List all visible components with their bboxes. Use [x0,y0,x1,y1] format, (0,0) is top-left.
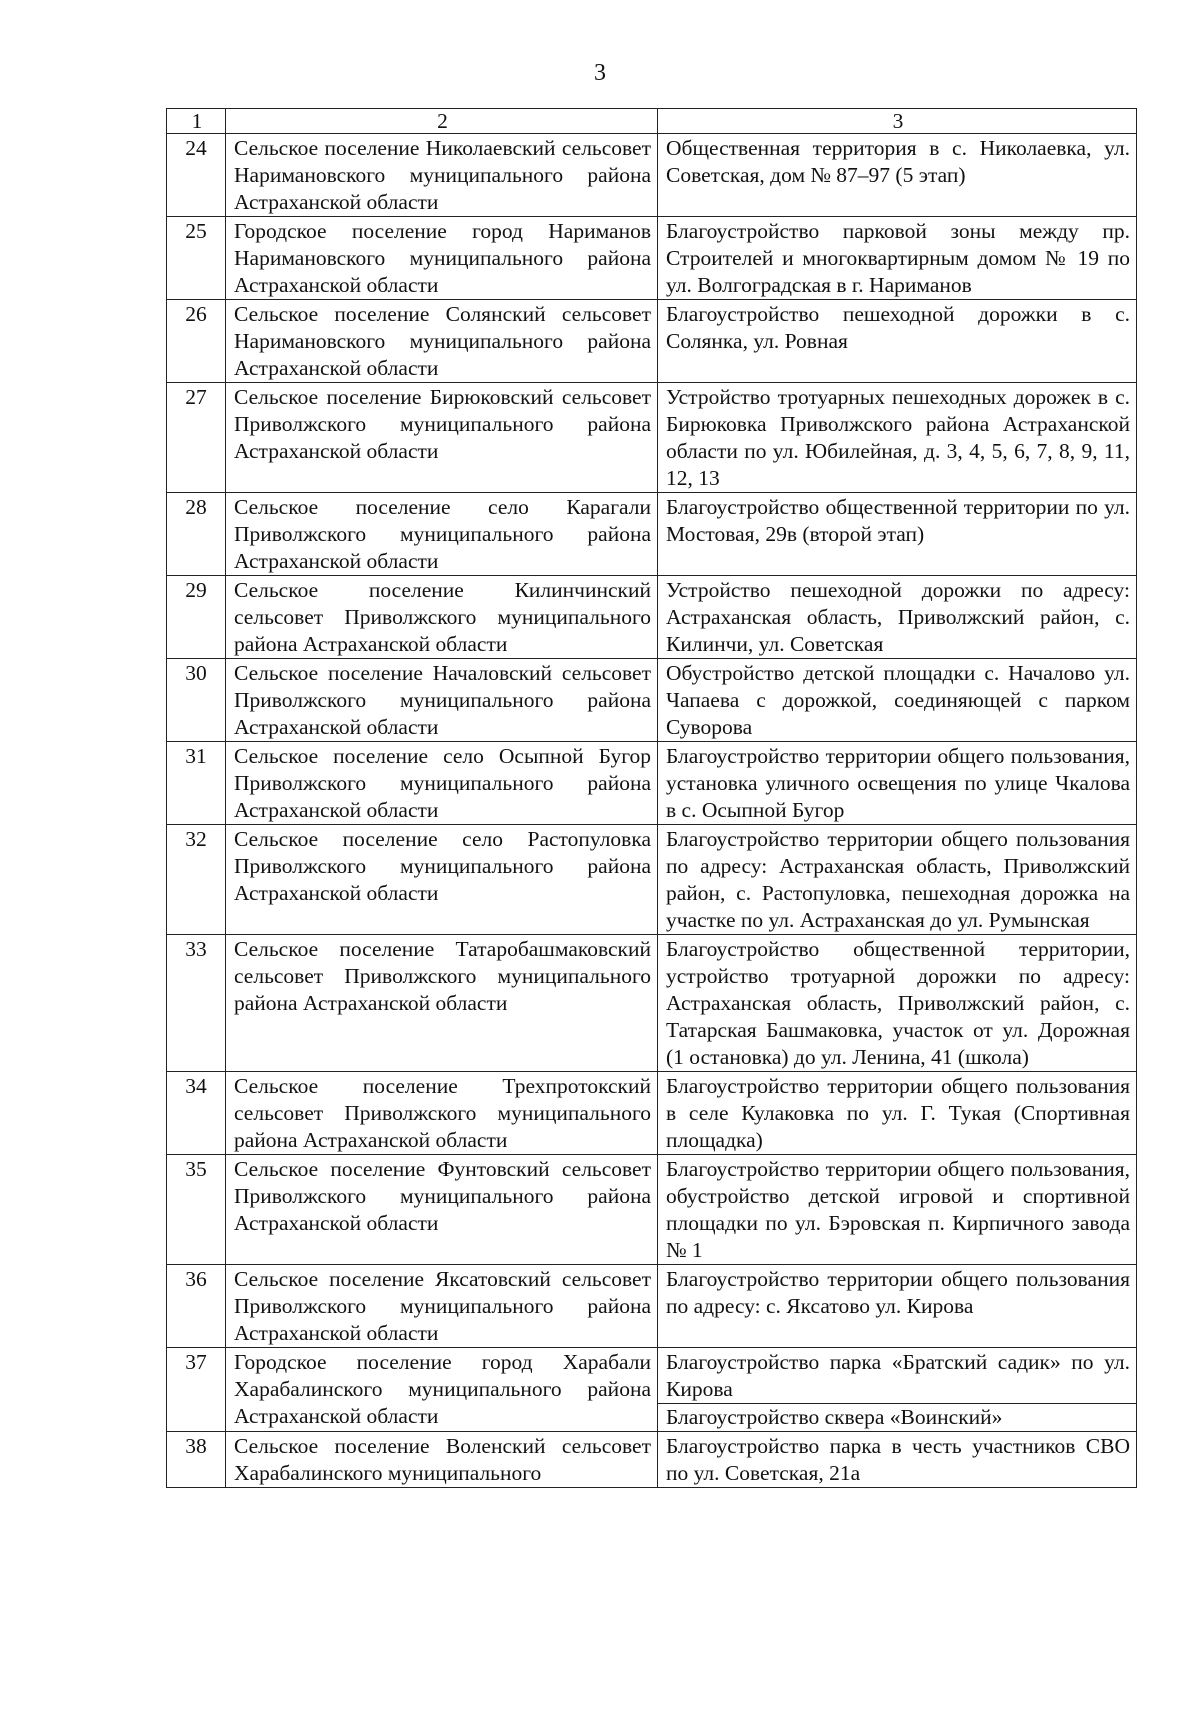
municipality-name: Сельское поселение Началовский сельсовет Приволжского муниципального района Астраханской области [226,659,658,742]
municipality-name: Сельское поселение Трехпротокский сельсовет Приволжского муниципального района Астраханской области [226,1072,658,1155]
project-description: Благоустройство территории общего пользования в селе Кулаковка по ул. Г. Тукая (Спортивная площадка) [666,1074,1130,1152]
row-number: 28 [167,493,226,576]
project-description: Устройство пешеходной дорожки по адресу: Астраханская область, Приволжский район, с. Килинчи, ул. Советская [666,578,1130,656]
table-row [167,383,1137,493]
project-cell [658,825,1137,935]
project-cell [658,742,1137,825]
table-row [167,659,1137,742]
municipality-name: Сельское поселение Татаробашмаковский сельсовет Приволжского муниципального района Астраханской области [226,935,658,1072]
table-row [167,742,1137,825]
project-cell [658,576,1137,659]
project-description: Устройство тротуарных пешеходных дорожек в с. Бирюковка Приволжского района Астраханской области по ул. Юбилейная, д. 3, 4, 5, 6, 7, 8, 9, 11, 12, 13 [666,385,1130,490]
municipality-name: Сельское поселение Яксатовский сельсовет Приволжского муниципального района Астраханской области [226,1265,658,1348]
municipality-name: Сельское поселение Николаевский сельсовет Наримановского муниципального района Астраханской области [226,134,658,217]
project-description: Благоустройство территории общего пользования по адресу: Астраханская область, Приволжский район, с. Растопуловка, пешеходная дорожка на участке по ул. Астраханская до ул. Румынская [666,827,1130,932]
project-description: Благоустройство парковой зоны между пр. Строителей и многоквартирным домом № 19 по ул. Волгоградская в г. Нариманов [666,219,1130,297]
project-description: Благоустройство парка в честь участников СВО по ул. Советская, 21а [666,1434,1130,1485]
row-number: 26 [167,300,226,383]
municipality-name: Сельское поселение Воленский сельсовет Харабалинского муниципального [226,1432,658,1488]
project-cell [658,1072,1137,1155]
project-description: Общественная территория в с. Николаевка, ул. Советская, дом № 87–97 (5 этап) [666,136,1130,187]
row-number: 25 [167,217,226,300]
project-cell [658,935,1137,1072]
municipality-name: Сельское поселение село Карагали Приволжского муниципального района Астраханской области [226,493,658,576]
row-number: 37 [167,1348,226,1432]
project-cell [658,1432,1137,1488]
table-row [167,1348,1137,1432]
row-number: 31 [167,742,226,825]
project-description: Благоустройство территории общего пользования по адресу: с. Яксатово ул. Кирова [666,1267,1130,1318]
project-description: Благоустройство территории общего пользования, установка уличного освещения по улице Чкалова в с. Осыпной Бугор [666,744,1130,822]
column-header-project: 3 [658,109,1137,134]
project-cell [658,134,1137,217]
project-cell [658,300,1137,383]
municipality-projects-table [166,108,1137,1488]
municipality-name: Сельское поселение Бирюковский сельсовет Приволжского муниципального района Астраханской области [226,383,658,493]
project-cell [658,493,1137,576]
municipality-name: Сельское поселение Солянский сельсовет Наримановского муниципального района Астраханской области [226,300,658,383]
municipality-name: Сельское поселение село Растопуловка Приволжского муниципального района Астраханской области [226,825,658,935]
row-number: 35 [167,1155,226,1265]
column-header-municipality: 2 [226,109,658,134]
table-row [167,493,1137,576]
project-description: Благоустройство территории общего пользования, обустройство детской игровой и спортивной площадки по ул. Бэровская п. Кирпичного завода № 1 [666,1157,1130,1262]
table-row [167,1265,1137,1348]
project-description: Благоустройство общественной территории по ул. Мостовая, 29в (второй этап) [666,495,1130,546]
column-header-number: 1 [167,109,226,134]
table-row [167,935,1137,1072]
row-number: 33 [167,935,226,1072]
municipality-name: Городское поселение город Нариманов Наримановского муниципального района Астраханской области [226,217,658,300]
table-row [167,825,1137,935]
row-number: 29 [167,576,226,659]
municipality-name: Сельское поселение село Осыпной Бугор Приволжского муниципального района Астраханской области [226,742,658,825]
row-number: 24 [167,134,226,217]
project-cell [658,383,1137,493]
municipality-name: Сельское поселение Килинчинский сельсовет Приволжского муниципального района Астраханской области [226,576,658,659]
project-cell [658,1265,1137,1348]
municipality-name: Сельское поселение Фунтовский сельсовет Приволжского муниципального района Астраханской области [226,1155,658,1265]
project-description: Благоустройство общественной территории, устройство тротуарной дорожки по адресу: Астраханская область, Приволжский район, с. Татарская Башмаковка, участок от ул. Дорожная (1 остановка) до ул. Ленина, 41 (школа) [666,937,1130,1069]
row-number: 27 [167,383,226,493]
row-number: 30 [167,659,226,742]
table-row [167,1432,1137,1488]
row-number: 38 [167,1432,226,1488]
table-row [167,1072,1137,1155]
table-header-row [167,109,1137,134]
project-cell [658,1155,1137,1265]
table-row [167,576,1137,659]
row-number: 32 [167,825,226,935]
row-number: 34 [167,1072,226,1155]
project-description: Благоустройство пешеходной дорожки в с. Солянка, ул. Ровная [666,302,1130,353]
table-body [167,134,1137,1488]
municipality-name: Городское поселение город Харабали Харабалинского муниципального района Астраханской области [226,1348,658,1432]
page-number: 3 [594,60,606,86]
project-description: Благоустройство парка «Братский садик» по ул. Кирова [666,1350,1130,1401]
table-row [167,217,1137,300]
project-description: Благоустройство сквера «Воинский» [658,1403,1136,1431]
table-row [167,134,1137,217]
project-description: Обустройство детской площадки с. Началово ул. Чапаева с дорожкой, соединяющей с парком Суворова [666,661,1130,739]
table-row [167,300,1137,383]
project-cell [658,659,1137,742]
table-row [167,1155,1137,1265]
row-number: 36 [167,1265,226,1348]
project-cell [658,217,1137,300]
project-cell [658,1348,1137,1432]
